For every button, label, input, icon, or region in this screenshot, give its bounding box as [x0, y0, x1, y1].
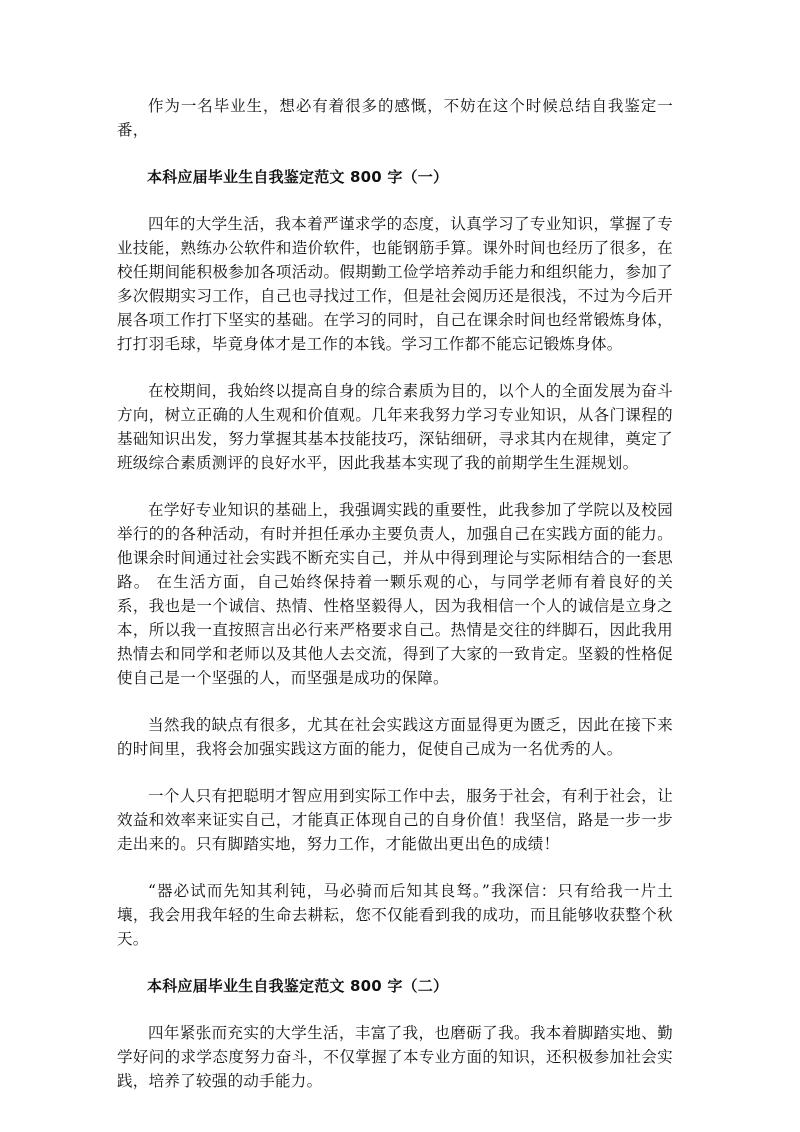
paragraph-1: 四年的大学生活，我本着严谨求学的态度，认真学习了专业知识，掌握了专业技能，熟练办公软件和造价软件，也能钢筋手算。课外时间也经历了很多，在校任期间能积极参加各项活动。假期勤工俭学培养动手能力和组织能力，参加了多次假期实习工作，自己也寻找过工作，但是社会阅历还是很浅，不过为今后开展各项工作打下坚实的基础。在学习的同时，自己在课余时间也经常锻炼身体，打打羽毛球，毕竟身体才是工作的本钱。学习工作都不能忘记锻炼身体。	[117, 215, 673, 353]
paragraph-6: “器必试而先知其利钝，马必骑而后知其良驽。”我深信：只有给我一片土壤，我会用我年轻的生命去耕耘，您不仅能看到我的成功，而且能够收获整个秋天。	[117, 882, 673, 948]
document-page	[117, 94, 673, 1116]
paragraph-5: 一个人只有把聪明才智应用到实际工作中去，服务于社会，有利于社会，让效益和效率来证实自己，才能真正体现自己的自身价值！我坚信，路是一步一步走出来的。只有脚踏实地，努力工作，才能做出更出色的成绩！	[117, 787, 673, 853]
paragraph-4: 当然我的缺点有很多，尤其在社会实践这方面显得更为匮乏，因此在接下来的时间里，我将会加强实践这方面的能力，促使自己成为一名优秀的人。	[117, 716, 673, 758]
section-heading-1: 本科应届毕业生自我鉴定范文 800 字（一）	[147, 168, 449, 186]
paragraph-2: 在校期间，我始终以提高自身的综合素质为目的，以个人的全面发展为奋斗方向，树立正确的人生观和价值观。几年来我努力学习专业知识，从各门课程的基础知识出发，努力掌握其基本技能技巧，深钻细研，寻求其内在规律，奠定了班级综合素质测评的良好水平，因此我基本实现了我的前期学生生涯规划。	[117, 382, 673, 472]
section-heading-2: 本科应届毕业生自我鉴定范文 800 字（二）	[147, 977, 449, 995]
paragraph-3: 在学好专业知识的基础上，我强调实践的重要性，此我参加了学院以及校园举行的的各种活动，有时并担任承办主要负责人，加强自己在实践方面的能力。他课余时间通过社会实践不断充实自己，并从中得到理论与实际相结合的一套思路。 在生活方面，自己始终保持着一颗乐观的心，与同学老师有着良好的关系，我也是一个诚信、热情、性格坚毅得人，因为我相信一个人的诚信是立身之本，所以我一直按照言出必行来严格要求自己。热情是交往的绊脚石，因此我用热情去和同学和老师以及其他人去交流，得到了大家的一致肯定。坚毅的性格促使自己是一个坚强的人，而坚强是成功的保障。	[117, 501, 673, 687]
intro-paragraph: 作为一名毕业生，想必有着很多的感慨，不妨在这个时候总结自我鉴定一番，	[117, 97, 673, 139]
paragraph-7: 四年紧张而充实的大学生活，丰富了我，也磨砺了我。我本着脚踏实地、勤学好问的求学态度努力奋斗，不仅掌握了本专业方面的知识，还积极参加社会实践，培养了较强的动手能力。	[117, 1024, 673, 1090]
